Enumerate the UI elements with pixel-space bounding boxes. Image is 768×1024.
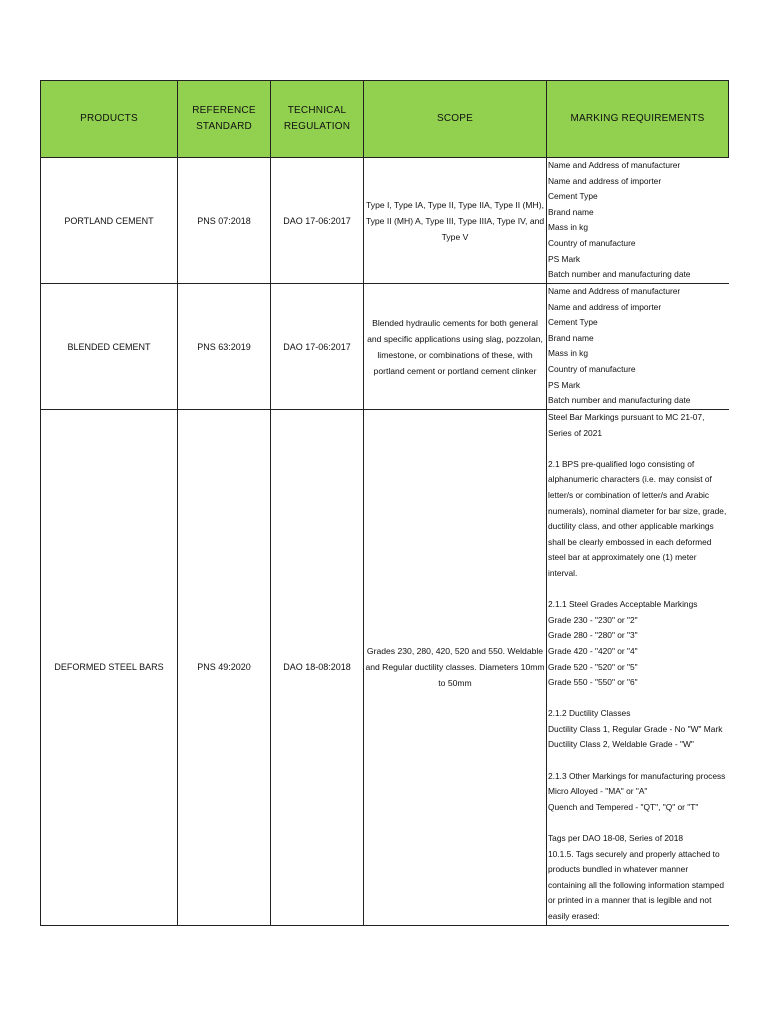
- paragraph-gap: [548, 753, 727, 769]
- marking-line: Mass in kg: [548, 222, 589, 233]
- marking-line: Name and address of importer: [548, 301, 662, 312]
- standard-cell: PNS 63:2019: [178, 284, 271, 410]
- marking-line: Ductility Class 2, Weldable Grade - "W": [548, 739, 694, 750]
- scope-cell: Blended hydraulic cements for both general and specific applications using slag, pozzolan, limestone, or combinations of these, with portland cement or portland cement clinker: [364, 284, 547, 410]
- marking-line: Micro Alloyed - "MA" or "A": [548, 786, 648, 797]
- marking-line: PS Mark: [548, 253, 581, 264]
- marking-line: Grade 520 - "520" or "5": [548, 661, 638, 672]
- marking-line: 2.1.2 Ductility Classes: [548, 708, 631, 719]
- regulation-cell: DAO 17-06:2017: [271, 284, 364, 410]
- marking-line: Grade 230 - "230" or "2": [548, 614, 638, 625]
- paragraph-gap: [548, 815, 727, 831]
- paragraph-gap: [548, 691, 727, 707]
- scope-cell: Type I, Type IA, Type II, Type IIA, Type II (MH), Type II (MH) A, Type III, Type IIIA, Type IV, and Type V: [364, 158, 547, 284]
- table-row: [41, 158, 729, 284]
- marking-cell: [547, 284, 729, 410]
- header-marking-requirements: MARKING REQUIREMENTS: [547, 81, 729, 158]
- marking-line: Cement Type: [548, 317, 598, 328]
- standard-cell: PNS 07:2018: [178, 158, 271, 284]
- paragraph-gap: [548, 582, 727, 598]
- header-products: PRODUCTS: [41, 81, 178, 158]
- table-row: [41, 284, 729, 410]
- marking-line: Tags per DAO 18-08, Series of 2018: [548, 833, 684, 844]
- marking-paragraph: 10.1.5. Tags securely and properly attached to products bundled in whatever manner containing all the following information stamped or printed in a manner that is legible and not easily erased:: [548, 848, 724, 921]
- product-cell: BLENDED CEMENT: [41, 284, 178, 410]
- marking-line: Grade 280 - "280" or "3": [548, 630, 638, 641]
- marking-line: Name and address of importer: [548, 175, 662, 186]
- regulation-cell: DAO 18-08:2018: [271, 410, 364, 926]
- marking-line: Batch number and manufacturing date: [548, 395, 691, 406]
- regulation-cell: DAO 17-06:2017: [271, 158, 364, 284]
- header-reference-standard: REFERENCE STANDARD: [178, 81, 271, 158]
- marking-cell: [547, 158, 729, 284]
- marking-paragraph: 2.1 BPS pre-qualified logo consisting of alphanumeric characters (i.e. may consist of letter/s or combination of letter/s and Arabic numerals), nominal diameter for bar size, grade, ductility class, and other applicable markings shall be clearly embossed in each deformed steel bar at approximately one (1) meter interval.: [548, 458, 727, 578]
- marking-line: Brand name: [548, 332, 594, 343]
- marking-line: Cement Type: [548, 191, 598, 202]
- marking-line: Brand name: [548, 206, 594, 217]
- header-row: [41, 81, 729, 158]
- product-cell: PORTLAND CEMENT: [41, 158, 178, 284]
- marking-line: 2.1.3 Other Markings for manufacturing process: [548, 770, 726, 781]
- marking-line: Name and Address of manufacturer: [548, 286, 681, 296]
- table-row: [41, 410, 729, 926]
- marking-cell: [547, 410, 729, 926]
- scope-cell: Grades 230, 280, 420, 520 and 550. Weldable and Regular ductility classes. Diameters 10mm to 50mm: [364, 410, 547, 926]
- header-scope: SCOPE: [364, 81, 547, 158]
- marking-line: PS Mark: [548, 379, 581, 390]
- product-standards-table: [40, 80, 729, 926]
- marking-line: Name and Address of manufacturer: [548, 160, 681, 170]
- marking-line: Quench and Tempered - "QT", "Q" or "T": [548, 801, 699, 812]
- marking-line: Batch number and manufacturing date: [548, 269, 691, 280]
- marking-line: Grade 550 - "550" or "6": [548, 677, 638, 688]
- marking-line: Country of manufacture: [548, 363, 636, 374]
- marking-line: Grade 420 - "420" or "4": [548, 645, 638, 656]
- marking-line: 2.1.1 Steel Grades Acceptable Markings: [548, 599, 698, 610]
- paragraph-gap: [548, 441, 727, 457]
- header-technical-regulation: TECHNICAL REGULATION: [271, 81, 364, 158]
- marking-line: Country of manufacture: [548, 237, 636, 248]
- marking-paragraph: Steel Bar Markings pursuant to MC 21-07, Series of 2021: [548, 412, 705, 438]
- product-cell: DEFORMED STEEL BARS: [41, 410, 178, 926]
- marking-line: Mass in kg: [548, 348, 589, 359]
- standard-cell: PNS 49:2020: [178, 410, 271, 926]
- marking-line: Ductility Class 1, Regular Grade - No "W" Mark: [548, 723, 723, 734]
